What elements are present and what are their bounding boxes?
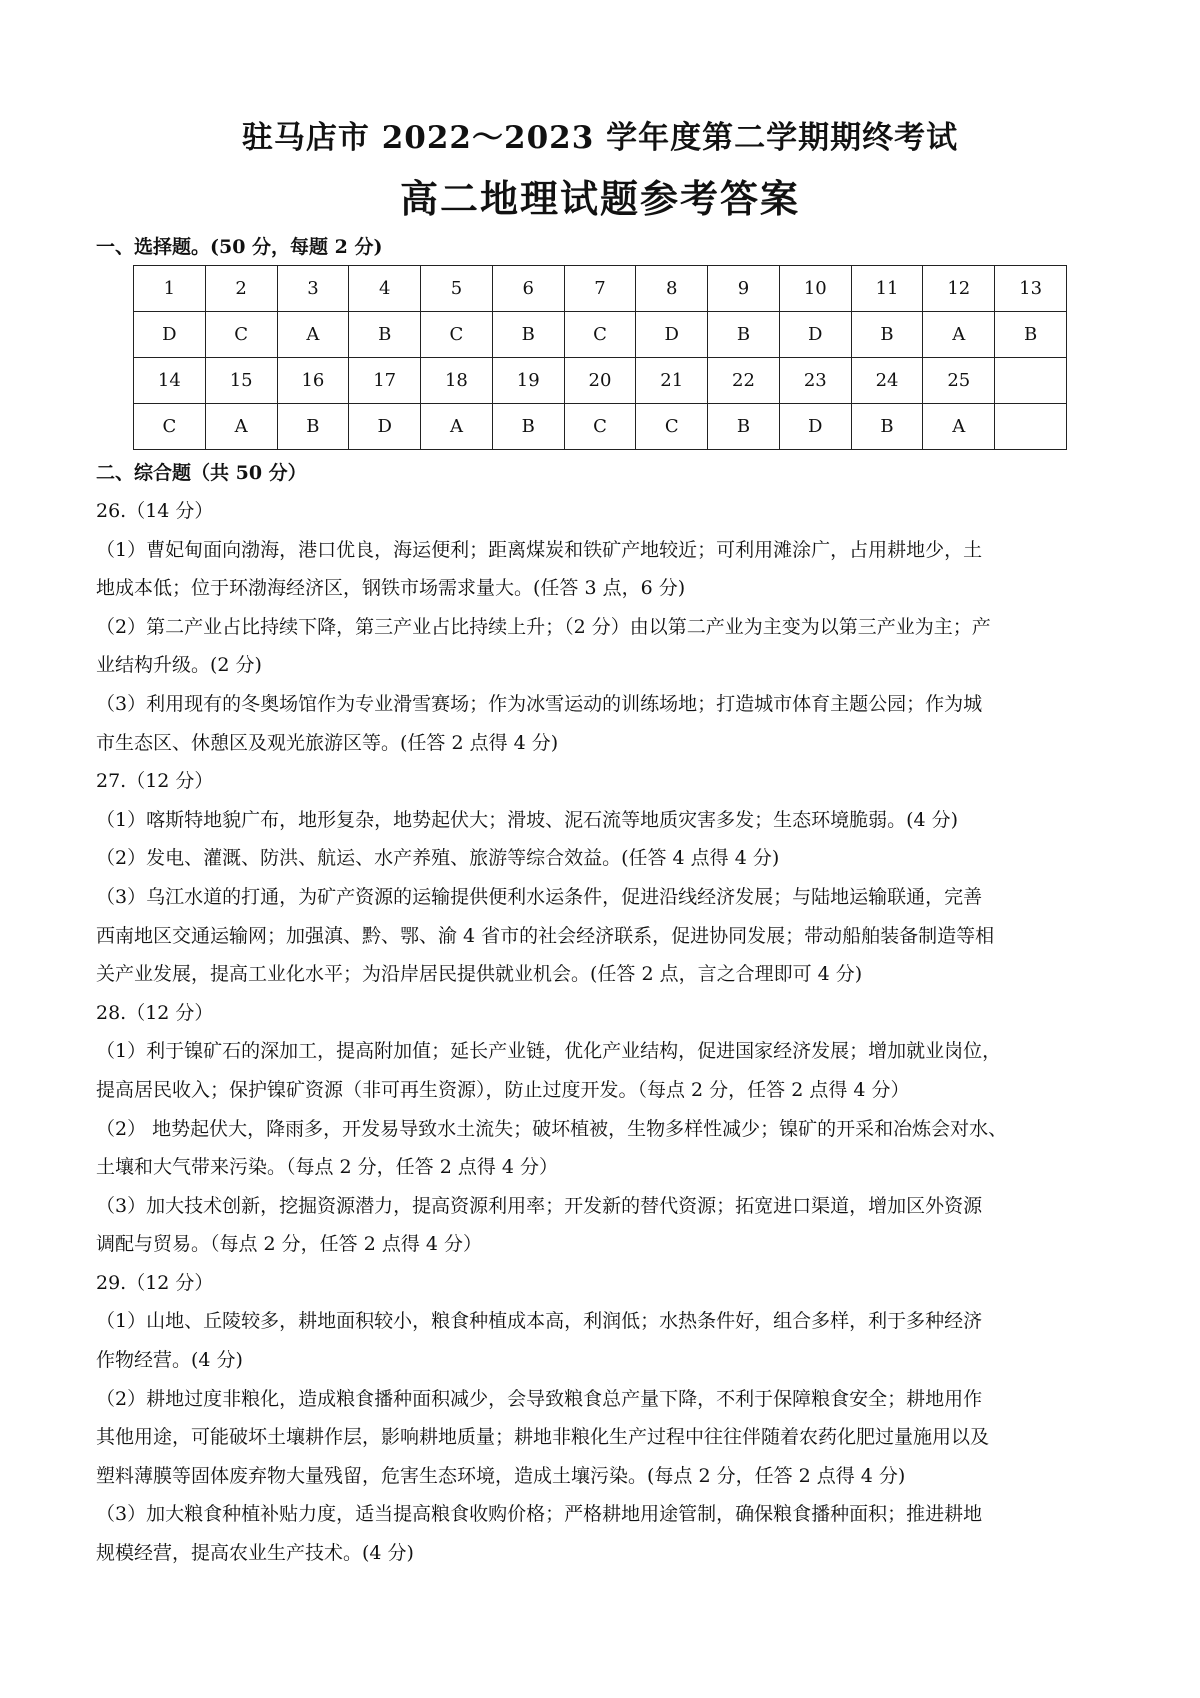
answer-text-body bbox=[96, 492, 1106, 1573]
answer-cell: A bbox=[923, 312, 995, 358]
answer-cell: A bbox=[277, 312, 349, 358]
question-number-cell: 25 bbox=[923, 358, 995, 404]
answer-line: 地成本低；位于环渤海经济区，钢铁市场需求量大。(任答 3 点，6 分) bbox=[96, 577, 686, 600]
answer-cell: C bbox=[564, 312, 636, 358]
answer-cell: A bbox=[205, 404, 277, 450]
question-number-cell: 23 bbox=[779, 358, 851, 404]
question-number-cell: 24 bbox=[851, 358, 923, 404]
answer-cell: B bbox=[708, 312, 780, 358]
answer-line: （1）曹妃甸面向渤海，港口优良，海运便利；距离煤炭和铁矿产地较近；可利用滩涂广，占用耕地少，土 bbox=[96, 538, 983, 561]
answer-cell: D bbox=[636, 312, 708, 358]
answer-cell: D bbox=[779, 404, 851, 450]
answer-cell: C bbox=[205, 312, 277, 358]
answer-cell: D bbox=[349, 404, 421, 450]
question-number-row bbox=[134, 358, 1067, 404]
answer-cell: A bbox=[421, 404, 493, 450]
answer-line: 市生态区、休憩区及观光旅游区等。(任答 2 点得 4 分) bbox=[96, 731, 559, 754]
answer-line: （3）加大粮食种植补贴力度，适当提高粮食收购价格；严格耕地用途管制，确保粮食播种面积；推进耕地 bbox=[96, 1503, 983, 1526]
answer-cell: D bbox=[779, 312, 851, 358]
answer-table bbox=[133, 265, 1067, 450]
answer-line: （3）利用现有的冬奥场馆作为专业滑雪赛场；作为冰雪运动的训练场地；打造城市体育主题公园；作为城 bbox=[96, 692, 983, 715]
answer-cell: B bbox=[492, 312, 564, 358]
question-number-cell: 4 bbox=[349, 266, 421, 312]
question-number-cell: 16 bbox=[277, 358, 349, 404]
answer-line: （1）利于镍矿石的深加工，提高附加值；延长产业链，优化产业结构，促进国家经济发展；增加就业岗位， bbox=[96, 1040, 1002, 1063]
question-number-cell: 14 bbox=[134, 358, 206, 404]
answer-cell: A bbox=[923, 404, 995, 450]
question-number-cell: 11 bbox=[851, 266, 923, 312]
answer-cell: B bbox=[349, 312, 421, 358]
question-number-cell: 3 bbox=[277, 266, 349, 312]
answer-line: 业结构升级。(2 分) bbox=[96, 654, 262, 677]
answer-cell bbox=[995, 404, 1067, 450]
answer-line: （3）加大技术创新，挖掘资源潜力，提高资源利用率；开发新的替代资源；拓宽进口渠道，增加区外资源 bbox=[96, 1194, 983, 1217]
answer-line: 26.（14 分） bbox=[96, 500, 214, 522]
answer-cell: B bbox=[277, 404, 349, 450]
answer-cell: B bbox=[492, 404, 564, 450]
answer-cell: B bbox=[995, 312, 1067, 358]
question-number-cell: 20 bbox=[564, 358, 636, 404]
question-number-cell: 21 bbox=[636, 358, 708, 404]
question-number-cell: 17 bbox=[349, 358, 421, 404]
answer-line: 塑料薄膜等固体废弃物大量残留，危害生态环境，造成土壤污染。(每点 2 分，任答 2 点得 4 分) bbox=[96, 1464, 906, 1487]
question-number-cell: 22 bbox=[708, 358, 780, 404]
question-number-cell: 13 bbox=[995, 266, 1067, 312]
answer-line: （2）耕地过度非粮化，造成粮食播种面积减少，会导致粮食总产量下降，不利于保障粮食安全；耕地用作 bbox=[96, 1387, 983, 1410]
answer-line: （2）第二产业占比持续下降，第三产业占比持续上升；（2 分）由以第二产业为主变为以第三产业为主；产 bbox=[96, 615, 991, 638]
section-heading-choice: 一、选择题。(50 分，每题 2 分) bbox=[96, 236, 383, 258]
answer-cell: C bbox=[636, 404, 708, 450]
question-number-cell: 8 bbox=[636, 266, 708, 312]
question-number-cell: 7 bbox=[564, 266, 636, 312]
answer-line: 29.（12 分） bbox=[96, 1271, 214, 1294]
answer-line: 西南地区交通运输网；加强滇、黔、鄂、渝 4 省市的社会经济联系，促进协同发展；带动船舶装备制造等相 bbox=[96, 924, 995, 947]
question-number-cell: 15 bbox=[205, 358, 277, 404]
answer-cell: B bbox=[851, 404, 923, 450]
answer-line: 土壤和大气带来污染。（每点 2 分，任答 2 点得 4 分） bbox=[96, 1156, 559, 1179]
question-number-cell: 18 bbox=[421, 358, 493, 404]
answer-cell: C bbox=[564, 404, 636, 450]
answer-cell: C bbox=[421, 312, 493, 358]
answer-line: （1）山地、丘陵较多，耕地面积较小，粮食种植成本高，利润低；水热条件好，组合多样，利于多种经济 bbox=[96, 1310, 983, 1333]
answer-row bbox=[134, 404, 1067, 450]
answer-line: 提高居民收入；保护镍矿资源（非可再生资源），防止过度开发。（每点 2 分，任答 2 点得 4 分） bbox=[96, 1078, 910, 1101]
question-number-cell: 9 bbox=[708, 266, 780, 312]
answer-line: 调配与贸易。（每点 2 分，任答 2 点得 4 分） bbox=[96, 1233, 483, 1256]
answer-line: 其他用途，可能破坏土壤耕作层，影响耕地质量；耕地非粮化生产过程中往往伴随着农药化肥过量施用以及 bbox=[96, 1426, 990, 1449]
question-number-cell: 2 bbox=[205, 266, 277, 312]
answer-cell: B bbox=[851, 312, 923, 358]
answer-line: （1）喀斯特地貌广布，地形复杂，地势起伏大；滑坡、泥石流等地质灾害多发；生态环境脆弱。(4 分) bbox=[96, 808, 959, 831]
answer-line: 规模经营，提高农业生产技术。(4 分) bbox=[96, 1542, 414, 1565]
question-number-cell: 5 bbox=[421, 266, 493, 312]
question-number-cell: 1 bbox=[134, 266, 206, 312]
question-number-cell: 12 bbox=[923, 266, 995, 312]
question-number-cell: 10 bbox=[779, 266, 851, 312]
question-number-cell bbox=[995, 358, 1067, 404]
answer-cell: C bbox=[134, 404, 206, 450]
answer-line: 27.（12 分） bbox=[96, 770, 214, 793]
answer-cell: B bbox=[708, 404, 780, 450]
answer-line: （3）乌江水道的打通，为矿产资源的运输提供便利水运条件，促进沿线经济发展；与陆地运输联通，完善 bbox=[96, 885, 983, 908]
answer-cell: D bbox=[134, 312, 206, 358]
question-number-cell: 19 bbox=[492, 358, 564, 404]
answer-line: （2） 地势起伏大，降雨多，开发易导致水土流失；破坏植被，生物多样性减少；镍矿的开采和冶炼会对水、 bbox=[96, 1117, 1008, 1140]
question-number-row bbox=[134, 266, 1067, 312]
question-number-cell: 6 bbox=[492, 266, 564, 312]
answer-row bbox=[134, 312, 1067, 358]
answer-line: 关产业发展，提高工业化水平；为沿岸居民提供就业机会。(任答 2 点，言之合理即可 4 分) bbox=[96, 963, 863, 986]
section-heading-comprehensive: 二、综合题（共 50 分） bbox=[96, 462, 307, 484]
answer-line: （2）发电、灌溉、防洪、航运、水产养殖、旅游等综合效益。(任答 4 点得 4 分) bbox=[96, 847, 780, 870]
answer-line: 作物经营。(4 分) bbox=[96, 1349, 243, 1372]
answer-key-title: 高二地理试题参考答案 bbox=[399, 176, 800, 221]
answer-line: 28.（12 分） bbox=[96, 1001, 214, 1024]
exam-title: 驻马店市 2022～2023 学年度第二学期期终考试 bbox=[241, 120, 959, 156]
